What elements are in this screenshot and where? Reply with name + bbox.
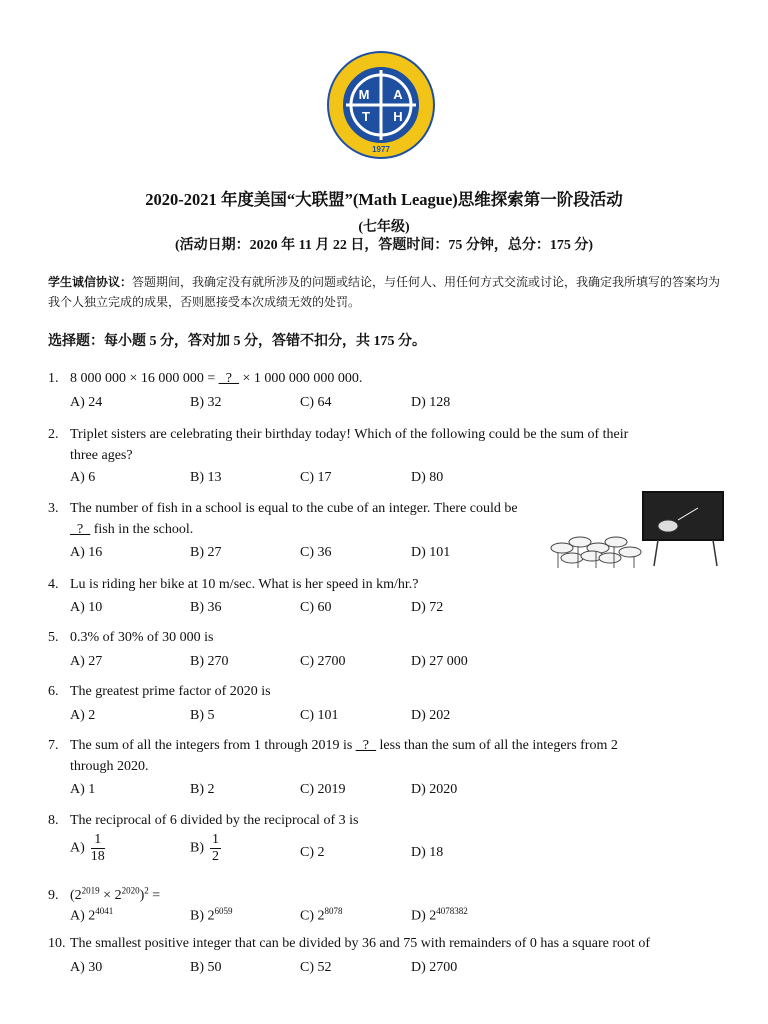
choice-base: B) 2 (190, 908, 215, 924)
fraction-a (91, 832, 105, 865)
question-text-cont: × 1 000 000 000 000. (239, 371, 363, 386)
question-text: Lu is riding her bike at 10 m/sec. What is her speed in km/hr.? (70, 577, 419, 592)
question-10 (48, 933, 728, 954)
question-1 (48, 368, 728, 389)
choice-b[interactable] (190, 906, 233, 925)
answer-blank: _?_ (218, 371, 240, 386)
question-text: The reciprocal of 6 divided by the reciprocal of 3 is (70, 813, 359, 828)
choice-exp: 8078 (324, 906, 343, 916)
choice-c[interactable]: C) 101 (300, 708, 339, 723)
question-8 (48, 810, 728, 831)
choice-exp: 4078382 (436, 906, 468, 916)
choice-a[interactable] (70, 906, 113, 925)
choice-base: D) 2 (411, 908, 437, 924)
question-6 (48, 681, 728, 702)
choice-b[interactable]: B) 50 (190, 960, 222, 975)
question-3 (48, 498, 568, 540)
question-number: 2. (48, 427, 59, 442)
choice-base: A) 2 (70, 908, 96, 924)
choice-b[interactable]: B) 2 (190, 782, 215, 797)
question-text: The greatest prime factor of 2020 is (70, 684, 271, 699)
expr-exp1: 2019 (81, 885, 100, 895)
choice-d[interactable]: D) 202 (411, 708, 451, 723)
fraction-b (210, 832, 221, 865)
numerator: 1 (91, 832, 105, 849)
choice-exp: 6059 (214, 906, 233, 916)
numerator: 1 (212, 832, 219, 847)
choice-a[interactable] (70, 832, 105, 865)
choice-d[interactable]: D) 80 (411, 470, 444, 485)
choice-d[interactable]: D) 2700 (411, 960, 458, 975)
expression (70, 885, 161, 903)
question-number: 1. (48, 371, 59, 386)
choice-a[interactable]: A) 1 (70, 782, 96, 797)
section-instructions: 选择题：每小题 5 分，答对加 5 分，答错不扣分，共 175 分。 (48, 334, 426, 349)
question-text: The sum of all the integers from 1 through 2019 is (70, 738, 356, 753)
choice-a[interactable]: A) 16 (70, 545, 103, 560)
question-text-line2 (48, 519, 568, 540)
pledge-label: 学生诚信协议： (48, 275, 133, 289)
integrity-pledge (48, 272, 728, 312)
choice-c[interactable]: C) 17 (300, 470, 332, 485)
choice-a[interactable]: A) 30 (70, 960, 103, 975)
question-5 (48, 627, 728, 648)
question-text-cont: less than the sum of all the integers from 2 (376, 738, 618, 753)
choice-c[interactable]: C) 60 (300, 600, 332, 615)
question-number: 10. (48, 936, 66, 951)
seal-year: 1977 (372, 145, 390, 154)
choice-d[interactable]: D) 101 (411, 545, 451, 560)
question-text: 0.3% of 30% of 30 000 is (70, 630, 214, 645)
question-text: Triplet sisters are celebrating their birthday today! Which of the following could be the sum of their (70, 427, 629, 442)
choice-d[interactable]: D) 2020 (411, 782, 458, 797)
choice-c[interactable]: C) 2 (300, 845, 325, 860)
choice-d[interactable]: D) 128 (411, 395, 451, 410)
choice-b-label: B) (190, 840, 204, 856)
grade-label: (七年级) (358, 220, 410, 235)
answer-blank: _?_ (355, 738, 377, 753)
expr-exp3: 2 (144, 885, 149, 895)
question-2 (48, 424, 728, 466)
choice-b[interactable] (190, 832, 221, 865)
question-text-line2: three ages? (70, 448, 133, 463)
seal-letter-a: A (393, 87, 403, 102)
question-text-line2: through 2020. (70, 759, 149, 774)
pledge-text: 答题期间，我确定没有就所涉及的问题或结论，与任何人、用任何方式交流或讨论，我确定我所填写的答案均为我个人独立完成的成果，否则愿接受本次成绩无效的处罚。 (48, 275, 721, 309)
expr-close: ) (139, 887, 145, 903)
question-number: 3. (48, 501, 59, 516)
choice-a[interactable]: A) 6 (70, 470, 96, 485)
choice-a-label: A) (70, 840, 85, 856)
question-number: 9. (48, 887, 59, 903)
choice-b[interactable]: B) 5 (190, 708, 215, 723)
seal-letter-m: M (358, 87, 370, 102)
question-number: 7. (48, 738, 59, 753)
choice-c[interactable]: C) 2700 (300, 654, 346, 669)
choice-b[interactable]: B) 13 (190, 470, 222, 485)
choice-base: C) 2 (300, 908, 325, 924)
denominator: 2 (212, 849, 219, 864)
question-7 (48, 735, 728, 777)
choice-c[interactable]: C) 36 (300, 545, 332, 560)
choice-c[interactable]: C) 64 (300, 395, 332, 410)
question-text: 8 000 000 × 16 000 000 = (70, 371, 219, 386)
question-text: The smallest positive integer that can be divided by 36 and 75 with remainders of 0 has a square root of (70, 936, 651, 951)
choice-a[interactable]: A) 10 (70, 600, 103, 615)
expr-mid: × 2 (99, 887, 122, 903)
question-text: The number of fish in a school is equal to the cube of an integer. There could be (70, 501, 518, 516)
fish-school-illustration (548, 490, 738, 570)
choice-c[interactable] (300, 906, 343, 925)
question-number: 8. (48, 813, 59, 828)
denominator: 18 (90, 849, 105, 864)
choice-b[interactable]: B) 270 (190, 654, 229, 669)
choice-b[interactable]: B) 36 (190, 600, 222, 615)
expr-exp2: 2020 (121, 885, 140, 895)
choice-exp: 4041 (95, 906, 114, 916)
question-number: 6. (48, 684, 59, 699)
seal-letter-t: T (362, 109, 370, 124)
choice-b[interactable]: B) 27 (190, 545, 222, 560)
choice-c[interactable]: C) 2019 (300, 782, 346, 797)
seal-letter-h: H (393, 109, 403, 124)
choice-a[interactable]: A) 2 (70, 708, 96, 723)
event-details: (活动日期：2020 年 11 月 22 日，答题时间：75 分钟，总分：175 分) (174, 238, 594, 253)
choice-b[interactable]: B) 32 (190, 395, 222, 410)
answer-blank: _?_ (70, 522, 91, 537)
question-4 (48, 574, 728, 595)
choice-d[interactable] (411, 906, 468, 925)
choice-a[interactable]: A) 27 (70, 654, 103, 669)
question-number: 5. (48, 630, 59, 645)
question-number: 4. (48, 577, 59, 592)
math-league-seal (326, 50, 436, 160)
choice-a[interactable]: A) 24 (70, 395, 103, 410)
question-9 (48, 880, 728, 906)
choice-d[interactable]: D) 72 (411, 600, 444, 615)
expr-base: (2 (70, 887, 82, 903)
question-text-cont: fish in the school. (90, 522, 194, 537)
choice-d[interactable]: D) 18 (411, 845, 444, 860)
page-title: 2020-2021 年度美国“大联盟”(Math League)思维探索第一阶段活动 (145, 190, 623, 209)
choice-d[interactable]: D) 27 000 (411, 654, 468, 669)
choice-c[interactable]: C) 52 (300, 960, 332, 975)
expr-equals: = (148, 887, 161, 903)
